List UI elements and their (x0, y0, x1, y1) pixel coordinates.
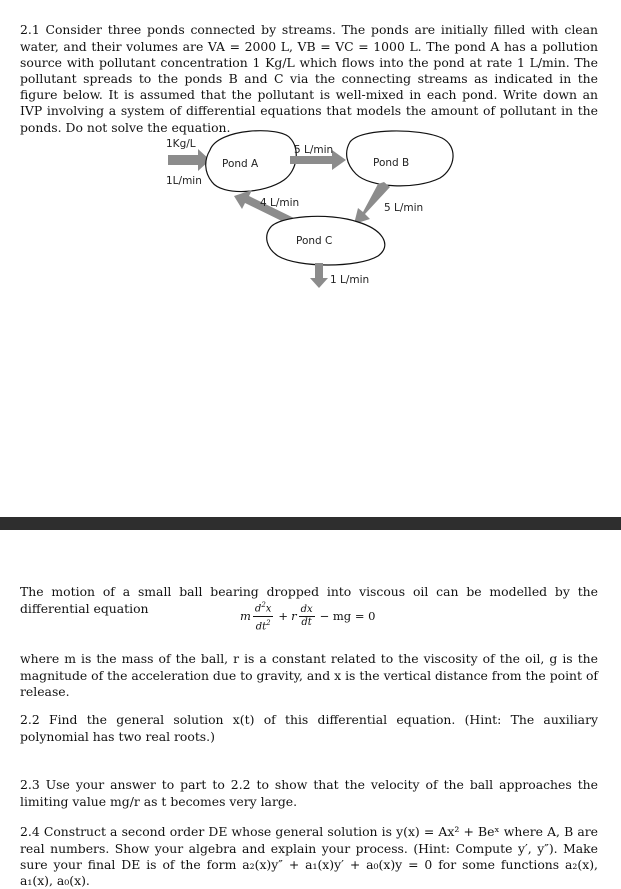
motion-intro-text: The motion of a small ball bearing dropped into viscous oil can be modelled by the differential equation (20, 584, 598, 616)
flow-c-out-arrow (310, 263, 328, 288)
eq-first-derivative: $\frac{dx}{dt}$ (300, 603, 313, 628)
eq-m: m (240, 609, 251, 623)
flow-b-to-c-label: 5 L/min (384, 202, 424, 214)
flow-a-to-b-label: 5 L/min (294, 144, 334, 156)
eq-r: r (291, 609, 297, 623)
source-rate-label: 1L/min (166, 175, 202, 187)
flow-c-out-label: 1 L/min (330, 274, 370, 286)
eq-rest: − mg = 0 (319, 609, 376, 623)
pond-diagram (160, 122, 460, 297)
problem-2-2-text: 2.2 Find the general solution x(t) of this differential equation. (Hint: The auxiliary polynomial has two real roots.) (20, 712, 598, 744)
flow-c-to-a-label: 4 L/min (260, 197, 300, 209)
pond-a-label: Pond A (222, 158, 259, 170)
problem-2-4-text: 2.4 Construct a second order DE whose general solution is y(x) = Ax² + Beˣ where A, B are real numbers. Show your algebra and explain your process. (Hint: Compute y′, y″). Make sure your final DE is of the form a₂(x)y″ + a₁(x)y′ + a₀(x)y = 0 for some functions a₂(x), a₁(x), a₀(x). (20, 824, 598, 888)
eq-second-derivative: $\frac{d^2x}{dt^2}$ (254, 601, 272, 632)
source-arrow (168, 149, 210, 171)
source-concentration-label: 1Kg/L (166, 138, 196, 150)
pond-b-label: Pond B (373, 157, 410, 169)
section-divider (0, 517, 621, 530)
eq-plus: + (278, 609, 289, 623)
problem-2-3-text: 2.3 Use your answer to part to 2.2 to show that the velocity of the ball approaches the limiting value mg/r as t becomes very large. (20, 777, 598, 809)
pond-c-label: Pond C (296, 235, 333, 247)
motion-where-text: where m is the mass of the ball, r is a constant related to the viscosity of the oil, g is the magnitude of the acceleration due to gravity, and x is the vertical distance from the point of release. (20, 651, 598, 699)
differential-equation (240, 598, 378, 634)
problem-2-1-text: 2.1 Consider three ponds connected by streams. The ponds are initially filled with clean water, and their volumes are VA = 2000 L, VB = VC = 1000 L. The pond A has a pollution source with pollutant concentration 1 Kg/L which flows into the pond at rate 1 L/min. The pollutant spreads to the ponds B and C via the connecting streams as indicated in the figure below. It is assumed that the pollutant is well-mixed in each pond. Write down an IVP involving a system of differential equations that models the amount of pollutant in the ponds. Do not solve the equation. (20, 22, 598, 135)
